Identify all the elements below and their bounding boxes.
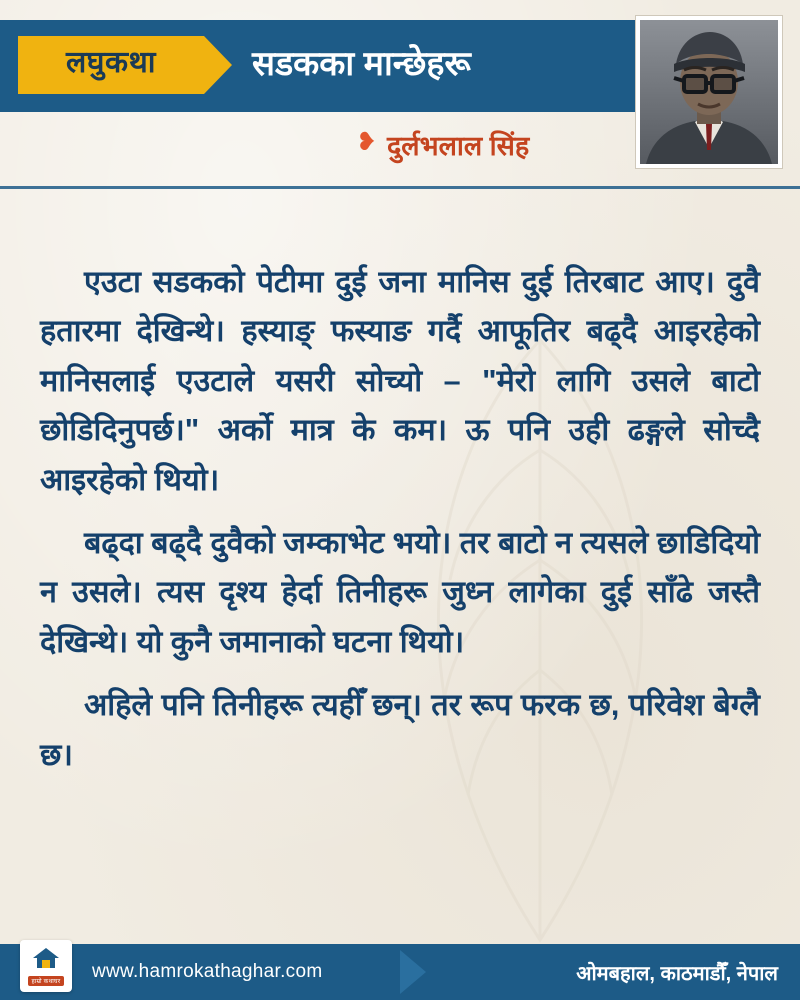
footer-address: ओमबहाल, काठमाडौँ, नेपाल: [576, 962, 778, 985]
header-divider: [0, 186, 800, 189]
article-header: [0, 0, 800, 186]
paragraph: अहिले पनि तिनीहरू त्यहीँ छन्। तर रूप फरक छ, परिवेश बेग्लै छ।: [40, 688, 760, 772]
site-logo[interactable]: [20, 940, 72, 992]
byline: [356, 126, 529, 163]
paragraph: एउटा सडकको पेटीमा दुई जना मानिस दुई तिरबाट आए। दुवै हतारमा देखिन्थे। हस्याङ् फस्याङ गर्दै आफूतिर बढ्दै आइरहेको मानिसलाई एउटाले यसरी सोच्यो – "मेरो लागि उसले बाटो छोडिदिनुपर्छ।" अर्को मात्र के कम। ऊ पनि उही ढङ्गले सोच्दै आइरहेको थियो।: [40, 265, 760, 497]
author-name: दुर्लभलाल सिंह: [386, 131, 530, 161]
category-tag-label: लघुकथा: [65, 46, 157, 79]
paragraph: बढ्दा बढ्दै दुवैको जम्काभेट भयो। तर बाटो न त्यसले छाडिदियो न उसले। त्यस दृश्य हेर्दा तिनीहरू जुध्न लागेका दुई साँढे जस्तै देखिन्थे। यो कुनै जमानाको घटना थियो।: [40, 526, 761, 659]
author-portrait: [636, 16, 782, 168]
article-body: [0, 258, 800, 794]
footer-bar: [0, 944, 800, 1000]
footer-website[interactable]: www.hamrokathaghar.com: [92, 961, 323, 982]
byline-ornament-icon: ❥: [356, 128, 377, 156]
site-logo-label: हाम्रो कथाघर: [28, 976, 65, 986]
footer-divider: [400, 950, 426, 994]
house-icon: [31, 946, 61, 974]
category-tag: [18, 36, 204, 94]
page-title: सडकका मान्छेहरू: [252, 45, 471, 83]
